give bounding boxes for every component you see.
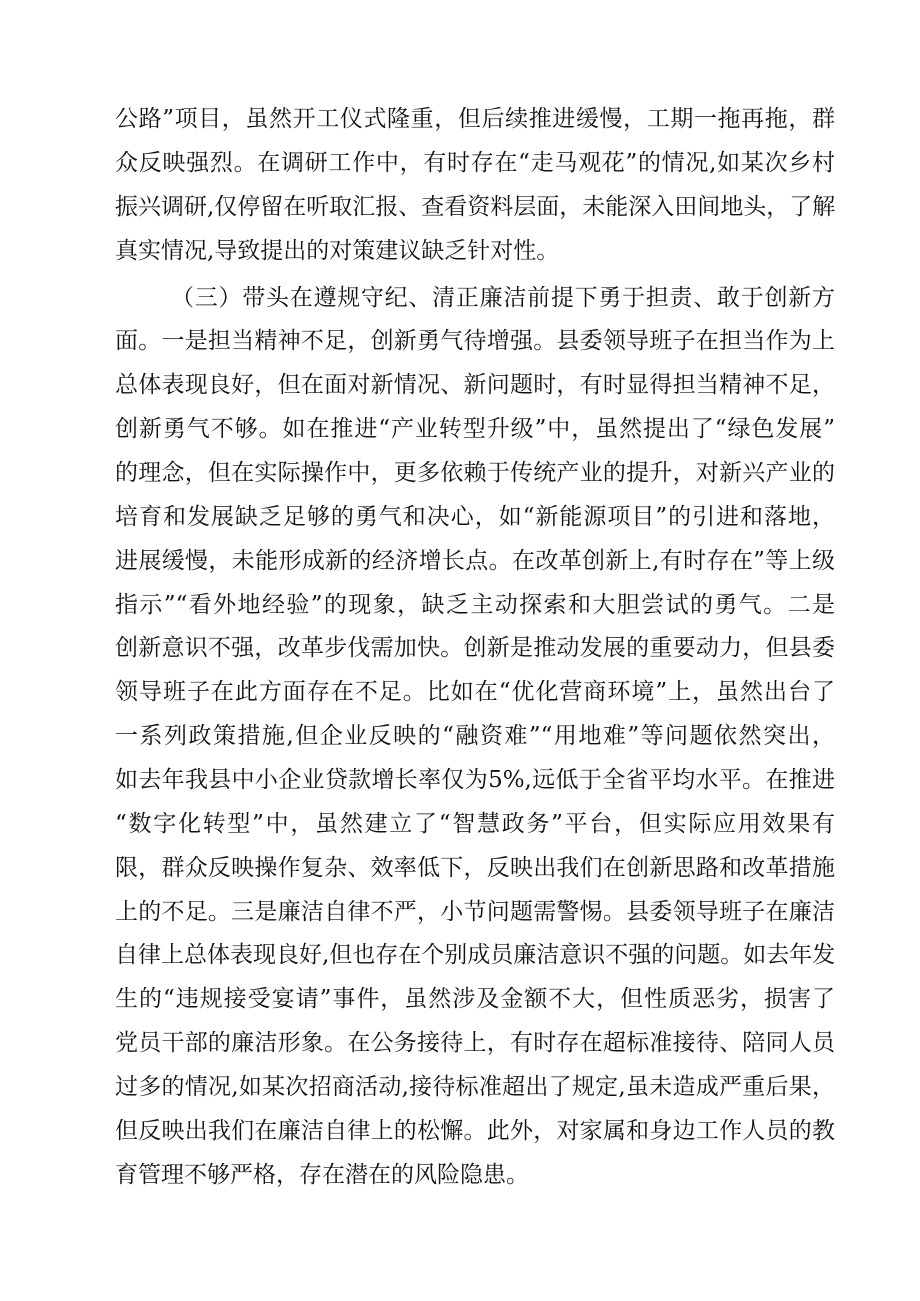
text-line: 过多的情况,如某次招商活动,接待标准超出了规定,虽未造成严重后果， [115,1074,835,1100]
text-line: 真实情况,导致提出的对策建议缺乏针对性。 [115,238,560,264]
text-line: “数字化转型”中，虽然建立了“智慧政务”平台，但实际应用效果有 [115,811,835,837]
text-line: 但反映出我们在廉洁自律上的松懈。此外，对家属和身边工作人员的教 [115,1118,835,1144]
text-line: 上的不足。三是廉洁自律不严，小节问题需警惕。县委领导班子在廉洁 [115,899,835,925]
text-line: 领导班子在此方面存在不足。比如在“优化营商环境”上，虽然出台了 [115,679,835,705]
text-line: 众反映强烈。在调研工作中，有时存在“走马观花”的情况,如某次乡村 [115,150,835,176]
text-line: 公路”项目，虽然开工仪式隆重，但后续推进缓慢，工期一拖再拖，群 [115,106,835,132]
text-line: 面。一是担当精神不足，创新勇气待增强。县委领导班子在担当作为上 [115,328,835,354]
section-heading-line: （三）带头在遵规守纪、清正廉洁前提下勇于担责、敢于创新方 [171,285,835,311]
text-line: 的理念，但在实际操作中，更多依赖于传统产业的提升，对新兴产业的 [115,460,835,486]
text-line: 一系列政策措施,但企业反映的“融资难”“用地难”等问题依然突出， [115,723,835,749]
text-line: 创新意识不强，改革步伐需加快。创新是推动发展的重要动力，但县委 [115,635,835,661]
text-line: 创新勇气不够。如在推进“产业转型升级”中，虽然提出了“绿色发展” [115,416,835,442]
text-line: 进展缓慢，未能形成新的经济增长点。在改革创新上,有时存在”等上级 [115,548,835,574]
text-line: 生的“违规接受宴请”事件，虽然涉及金额不大，但性质恶劣，损害了 [115,986,835,1012]
text-line: 如去年我县中小企业贷款增长率仅为5%,远低于全省平均水平。在推进 [115,767,835,793]
text-line: 育管理不够严格，存在潜在的风险隐患。 [115,1162,529,1188]
text-line: 自律上总体表现良好,但也存在个别成员廉洁意识不强的问题。如去年发 [115,942,836,968]
text-line: 培育和发展缺乏足够的勇气和决心，如“新能源项目”的引进和落地， [115,504,835,530]
text-line: 指示”“看外地经验”的现象，缺乏主动探索和大胆尝试的勇气。二是 [115,592,835,618]
text-line: 总体表现良好，但在面对新情况、新问题时，有时显得担当精神不足， [115,372,835,398]
text-line: 振兴调研,仅停留在听取汇报、查看资料层面，未能深入田间地头，了解 [115,194,836,220]
text-line: 党员干部的廉洁形象。在公务接待上，有时存在超标准接待、陪同人员 [115,1030,835,1056]
text-line: 限，群众反映操作复杂、效率低下，反映出我们在创新思路和改革措施 [115,855,835,881]
